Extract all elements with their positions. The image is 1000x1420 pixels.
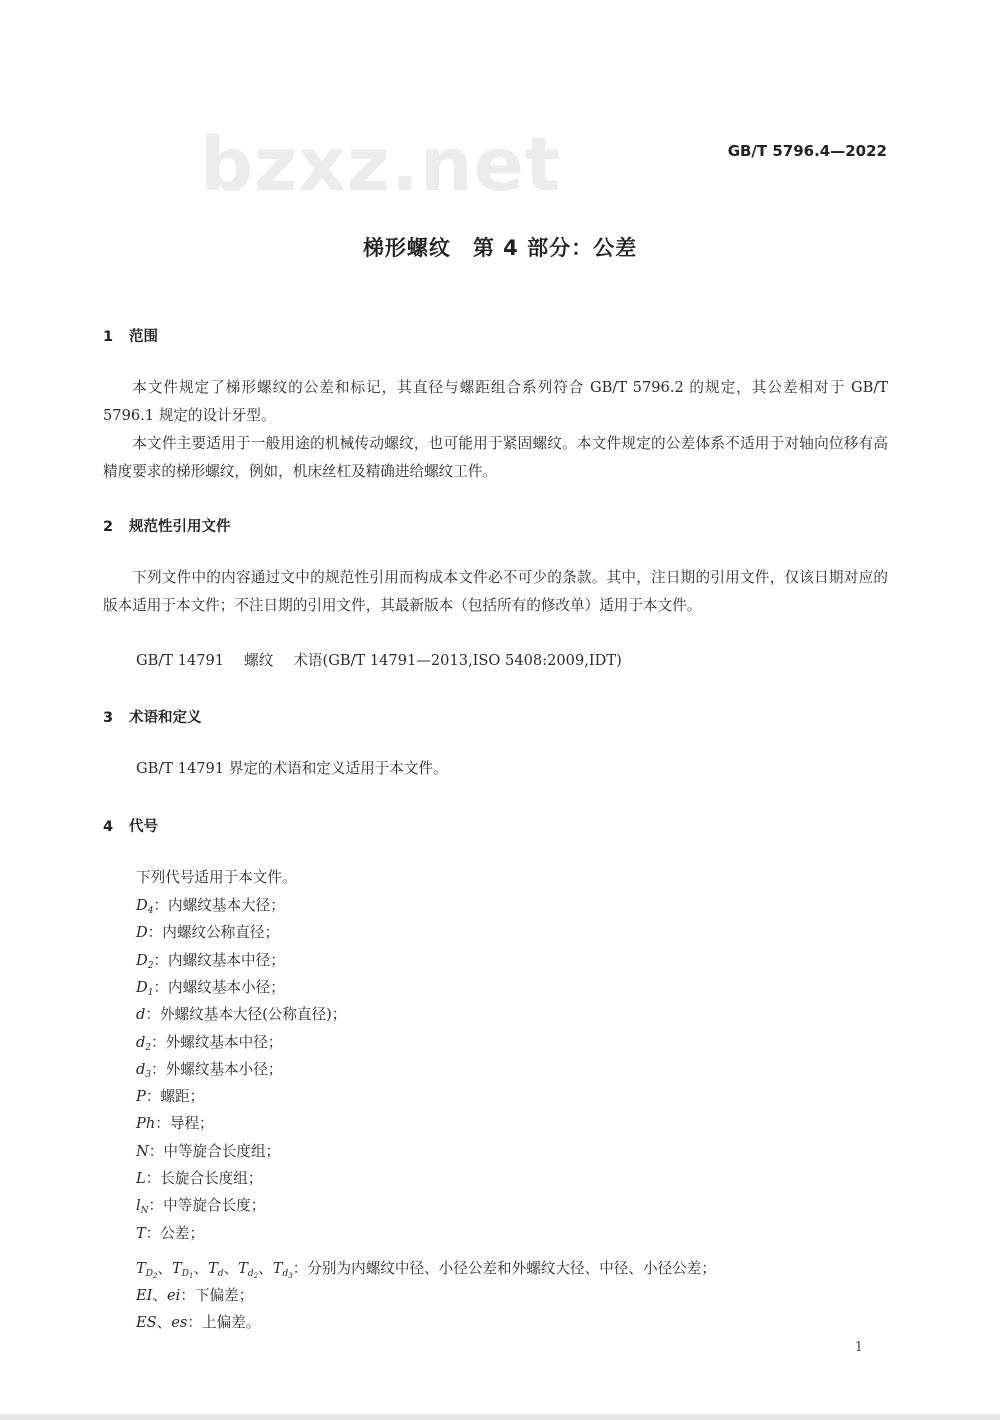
page-number: 1 (854, 1340, 863, 1355)
tolerance-subscript: D (181, 1269, 189, 1279)
symbol-definition (136, 1110, 214, 1138)
separator: 、 (156, 1314, 172, 1331)
section-title: 术语和定义 (129, 710, 202, 726)
symbol-description: ：下偏差； (180, 1287, 254, 1304)
section-number: 1 (103, 329, 114, 345)
tolerance-sub-subscript: 1 (188, 1272, 194, 1280)
separator: 、 (157, 1260, 173, 1277)
symbol-subscript: 1 (147, 987, 154, 998)
tolerance-subscript: d (282, 1269, 289, 1279)
symbol: d (136, 1060, 146, 1078)
section-4-heading (103, 815, 158, 836)
symbols-intro: 下列代号适用于本文件。 (136, 869, 297, 886)
symbol-description: ：外螺纹基本中径； (151, 1033, 283, 1051)
symbol-definition (136, 1220, 204, 1248)
tolerance-symbol: T (136, 1260, 146, 1277)
separator: 、 (258, 1260, 273, 1277)
tolerance-sub-subscript: 2 (152, 1272, 158, 1280)
section-number: 3 (103, 710, 114, 726)
section-title: 代号 (129, 819, 158, 835)
symbol-description: ：外螺纹基本小径； (151, 1060, 283, 1078)
lower-deviation-line (136, 1282, 253, 1310)
section-number: 2 (103, 519, 114, 535)
symbol-definition (136, 1001, 346, 1029)
section-1-paragraph-1: 本文件规定了梯形螺纹的公差和标记，其直径与螺距组合系列符合 GB/T 5796.2 的规定，其公差相对于 GB/T 5796.1 规定的设计牙型。 (103, 379, 888, 424)
symbol: d (136, 1006, 146, 1024)
symbol-subscript: 2 (145, 1042, 152, 1053)
tolerance-symbol: T (238, 1260, 248, 1277)
section-1-paragraph-2: 本文件主要适用于一般用途的机械传动螺纹，也可能用于紧固螺纹。本文件规定的公差体系不适用于对轴向位移有高精度要求的梯形螺纹，例如，机床丝杠及精确进给螺纹工件。 (103, 435, 888, 480)
symbol: D (136, 978, 148, 996)
symbol: D (136, 924, 148, 942)
separator: 、 (223, 1260, 239, 1277)
symbol-definition (136, 1165, 262, 1193)
symbol: d (136, 1033, 146, 1051)
symbol-description: ：内螺纹基本小径； (153, 978, 285, 996)
normative-reference (136, 647, 622, 675)
reference-code: GB/T 14791 (136, 652, 225, 669)
symbol: l (136, 1197, 141, 1215)
tolerance-description: ：分别为内螺纹中径、小径公差和外螺纹大径、中径、小径公差； (292, 1260, 716, 1277)
symbol-definition (136, 1138, 280, 1166)
upper-deviation-line (136, 1309, 260, 1337)
section-1-heading (103, 325, 158, 346)
section-number: 4 (103, 819, 114, 835)
watermark: bzxz.net (200, 122, 562, 208)
section-title: 范围 (129, 329, 158, 345)
symbol-description: ：上偏差。 (187, 1314, 261, 1331)
tolerance-subscript: d (247, 1269, 254, 1279)
symbol: D (136, 951, 148, 969)
reference-title-part1: 螺纹 (244, 652, 274, 669)
symbol-description: ：中等旋合长度组； (148, 1142, 281, 1160)
tolerance-symbol: T (172, 1260, 182, 1277)
tolerance-symbol: T (208, 1260, 218, 1277)
symbol-description: ：内螺纹基本大径； (153, 897, 285, 914)
symbol-description: ：公差； (145, 1224, 205, 1242)
symbol-definition (136, 919, 279, 947)
separator: 、 (152, 1287, 168, 1304)
tolerance-symbol: T (272, 1260, 283, 1277)
section-3-paragraph-1: GB/T 14791 界定的术语和定义适用于本文件。 (136, 760, 448, 777)
symbol: T (136, 1224, 146, 1242)
symbol-description: ：内螺纹基本中径； (153, 951, 285, 969)
document-title: 梯形螺纹 第 4 部分：公差 (362, 236, 638, 260)
symbol-description: ：外螺纹基本大径(公称直径)； (145, 1006, 347, 1024)
standard-number: GB/T 5796.4—2022 (727, 142, 887, 160)
symbol-description: ：中等旋合长度； (148, 1197, 266, 1215)
tolerance-subscript: D (145, 1269, 153, 1279)
symbol-subscript: 3 (145, 1069, 152, 1080)
tolerance-subscript: d (217, 1269, 224, 1279)
symbol: es (171, 1314, 188, 1331)
symbol: Ph (136, 1115, 156, 1133)
symbol-subscript: N (140, 1206, 149, 1217)
symbol-description: ：内螺纹公称直径； (147, 924, 280, 942)
page-bottom-edge (0, 1414, 1000, 1420)
section-2-paragraph-1: 下列文件中的内容通过文中的规范性引用而构成本文件必不可少的条款。其中，注日期的引用文件，仅该日期对应的版本适用于本文件；不注日期的引用文件，其最新版本（包括所有的修改单）适用于本文件。 (103, 569, 888, 614)
symbol: EI (136, 1287, 153, 1304)
symbol-description: ：长旋合长度组； (145, 1170, 263, 1187)
symbol-subscript: 2 (147, 960, 154, 971)
symbol: P (136, 1088, 146, 1106)
symbol: N (136, 1142, 149, 1160)
symbol-definition (136, 1083, 204, 1111)
symbol: ei (167, 1287, 181, 1304)
section-title: 规范性引用文件 (129, 519, 231, 535)
separator: 、 (193, 1260, 209, 1277)
tolerance-sub-subscript: 3 (288, 1272, 293, 1280)
tolerance-sub-subscript: 2 (253, 1272, 259, 1280)
reference-title-part2: 术语(GB/T 14791—2013,ISO 5408:2009,IDT) (293, 652, 622, 669)
section-3-heading (103, 706, 202, 727)
symbol-description: ：导程； (155, 1115, 214, 1133)
section-2-heading (103, 515, 231, 536)
symbol-description: ：螺距； (145, 1088, 205, 1106)
symbol: L (136, 1170, 146, 1187)
symbol: ES (136, 1314, 157, 1331)
symbol: D (136, 897, 148, 914)
symbol-subscript: 4 (147, 906, 154, 916)
